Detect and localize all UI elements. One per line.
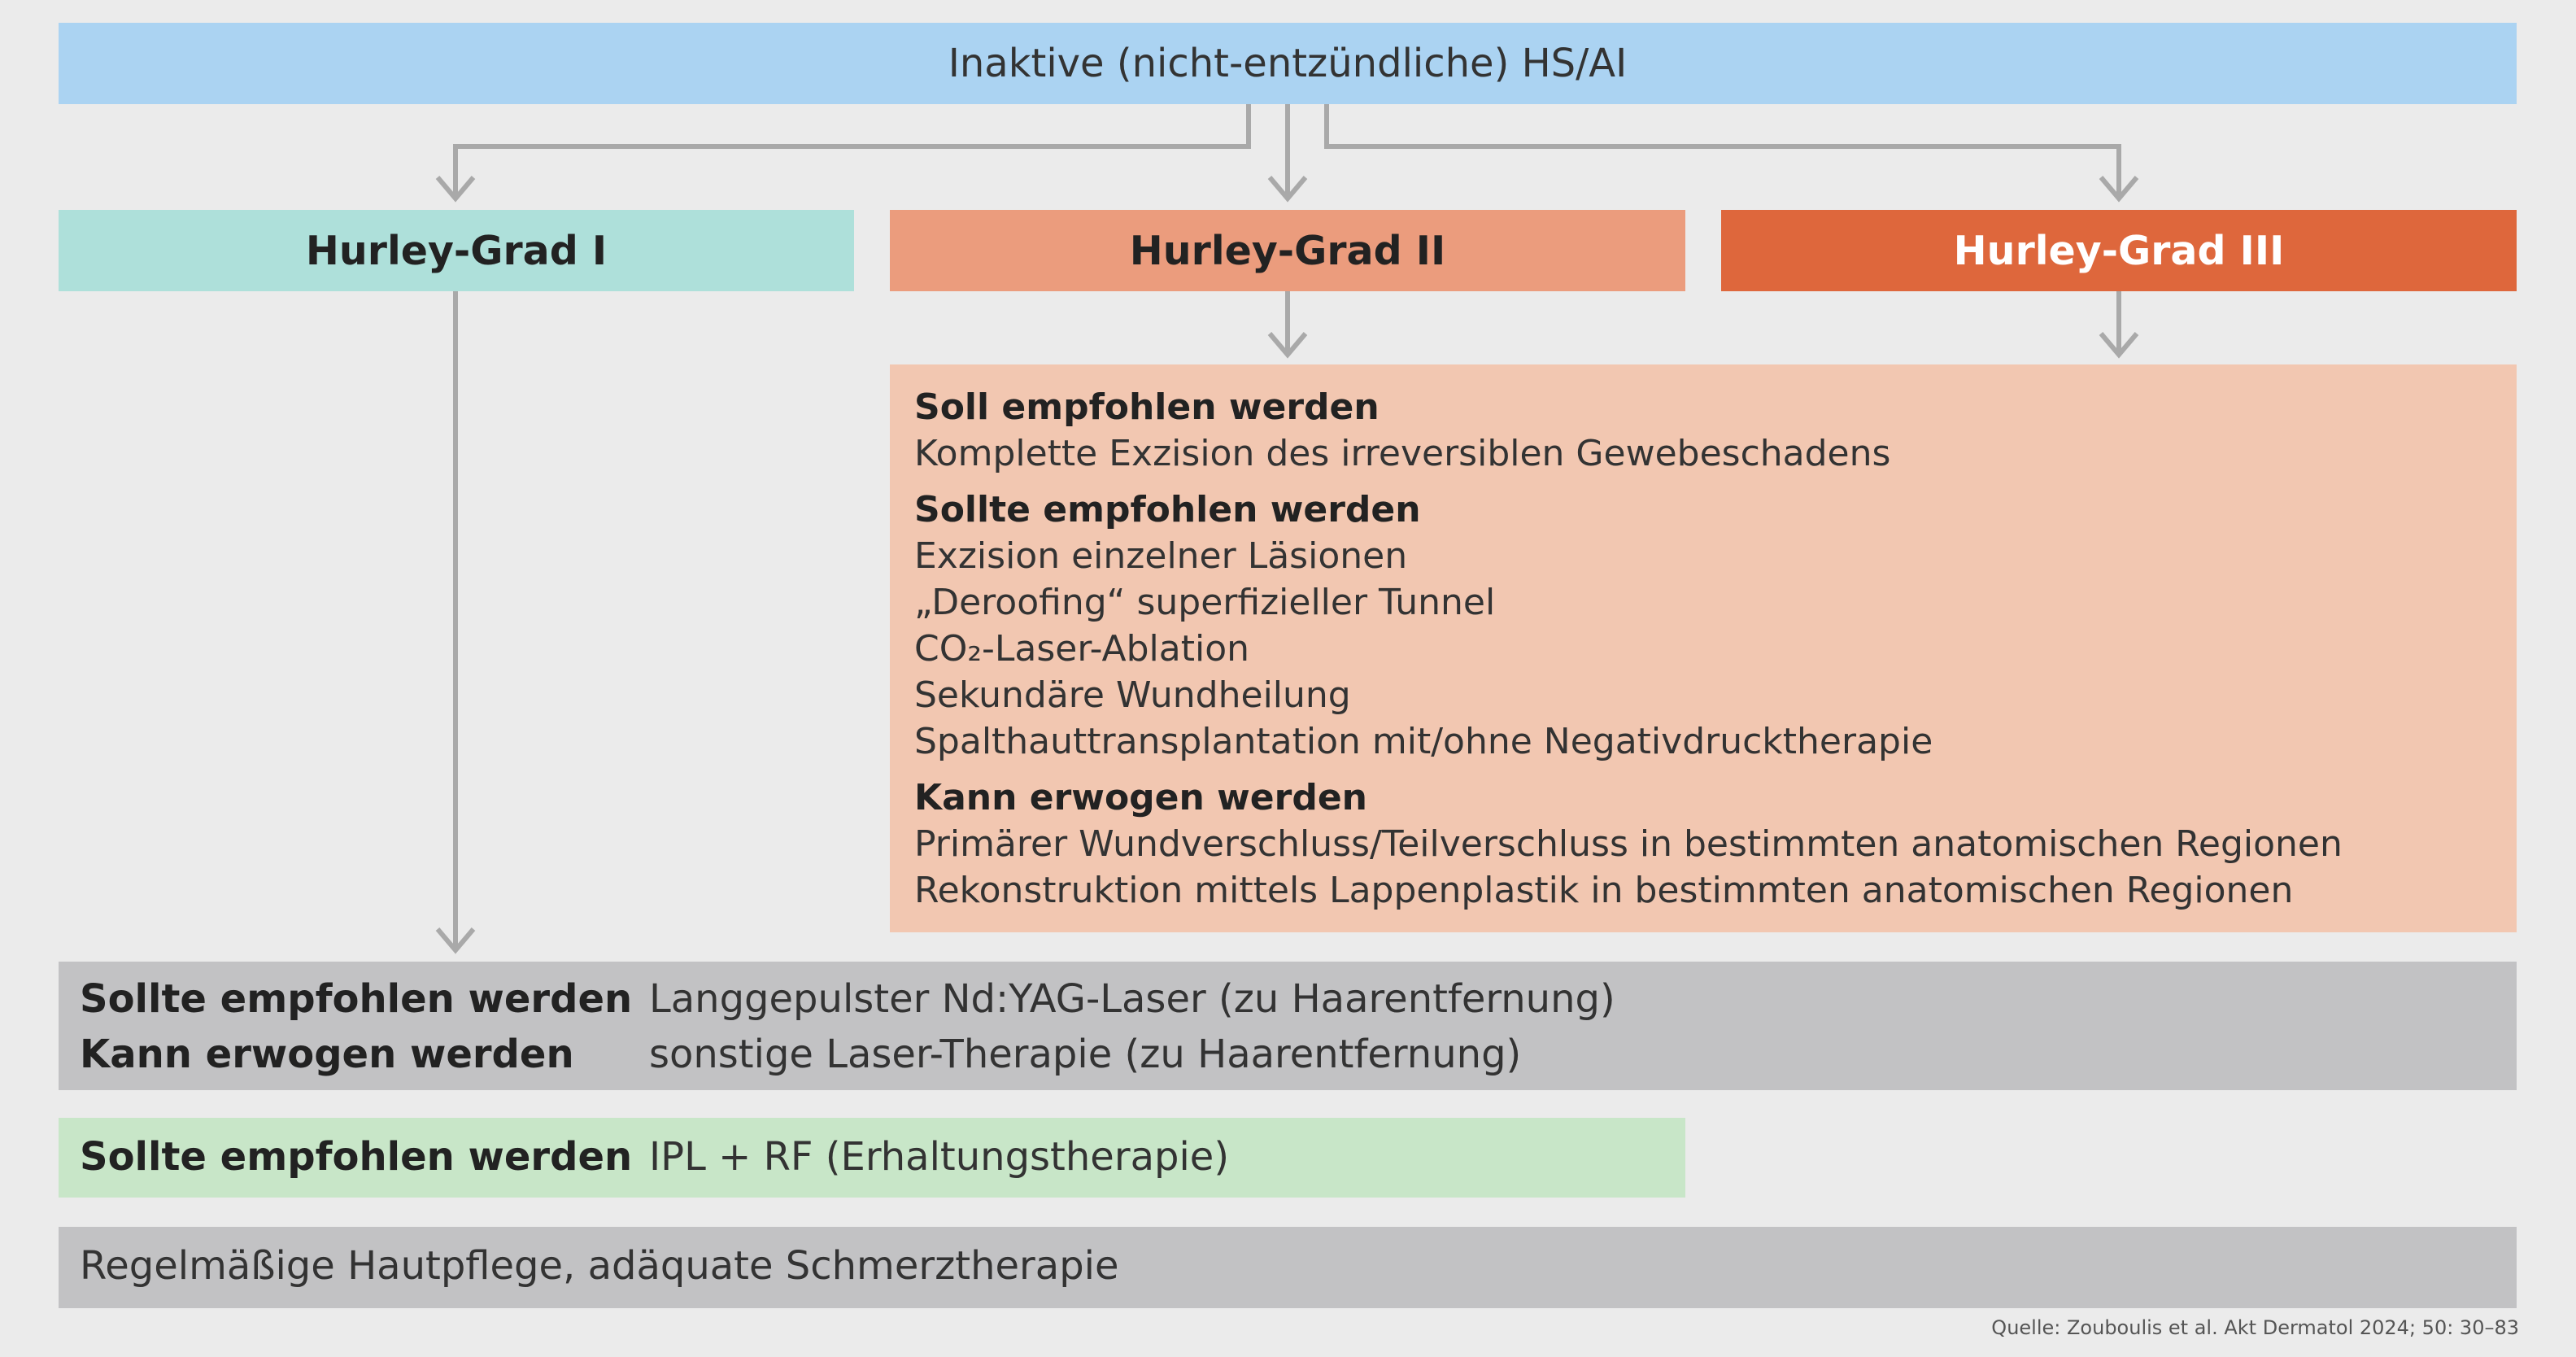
recommendation-item: Spalthauttransplantation mit/ohne Negativdrucktherapie: [914, 721, 1933, 762]
skin-care-box: [59, 1227, 2517, 1308]
hurley-grade-1-box: [59, 210, 854, 291]
root-node-title: Inaktive (nicht-entzündliche) HS/AI: [948, 41, 1628, 86]
group-heading: Soll empfohlen werden: [914, 386, 1380, 428]
laser-row-1-label: Sollte empfohlen werden: [80, 976, 633, 1022]
laser-therapy-box: [59, 962, 2517, 1090]
group-heading: Kann erwogen werden: [914, 777, 1368, 818]
surgical-recommendations-box: [890, 364, 2517, 932]
recommendation-item: Exzision einzelner Läsionen: [914, 535, 1408, 577]
recommendation-group-soll: [914, 384, 2492, 477]
recommendation-item: Rekonstruktion mittels Lappenplastik in bestimmten anatomischen Regionen: [914, 870, 2294, 911]
ipl-rf-box: [59, 1118, 1685, 1198]
group-heading: Sollte empfohlen werden: [914, 489, 1421, 530]
hurley-grade-3-box: [1721, 210, 2517, 291]
root-node-inactive-hs: [59, 23, 2517, 104]
recommendation-item: Sekundäre Wundheilung: [914, 674, 1351, 716]
recommendation-group-sollte: [914, 487, 2492, 765]
recommendation-item: Primärer Wundverschluss/Teilverschluss in bestimmten anatomischen Regionen: [914, 823, 2343, 865]
laser-row-1-value: Langgepulster Nd:YAG-Laser (zu Haarentfernung): [649, 976, 1615, 1022]
recommendation-group-kann: [914, 774, 2492, 914]
recommendation-item: Komplette Exzision des irreversiblen Gewebeschadens: [914, 433, 1891, 474]
laser-row-2-value: sonstige Laser-Therapie (zu Haarentfernung): [649, 1032, 1522, 1077]
recommendation-item: „Deroofing“ superfizieller Tunnel: [914, 582, 1496, 623]
skin-care-text: Regelmäßige Hautpflege, adäquate Schmerztherapie: [80, 1243, 1119, 1289]
source-citation: Quelle: Zouboulis et al. Akt Dermatol 2024; 50: 30–83: [1991, 1316, 2519, 1339]
recommendation-item: CO₂-Laser-Ablation: [914, 628, 1250, 670]
hurley-grade-2-label: Hurley-Grad II: [1129, 227, 1446, 274]
hurley-grade-2-box: [890, 210, 1685, 291]
hurley-grade-1-label: Hurley-Grad I: [305, 227, 608, 274]
ipl-label: Sollte empfohlen werden: [80, 1134, 633, 1180]
hurley-grade-3-label: Hurley-Grad III: [1953, 227, 2285, 274]
ipl-value: IPL + RF (Erhaltungstherapie): [649, 1134, 1230, 1180]
laser-row-2-label: Kann erwogen werden: [80, 1032, 574, 1077]
